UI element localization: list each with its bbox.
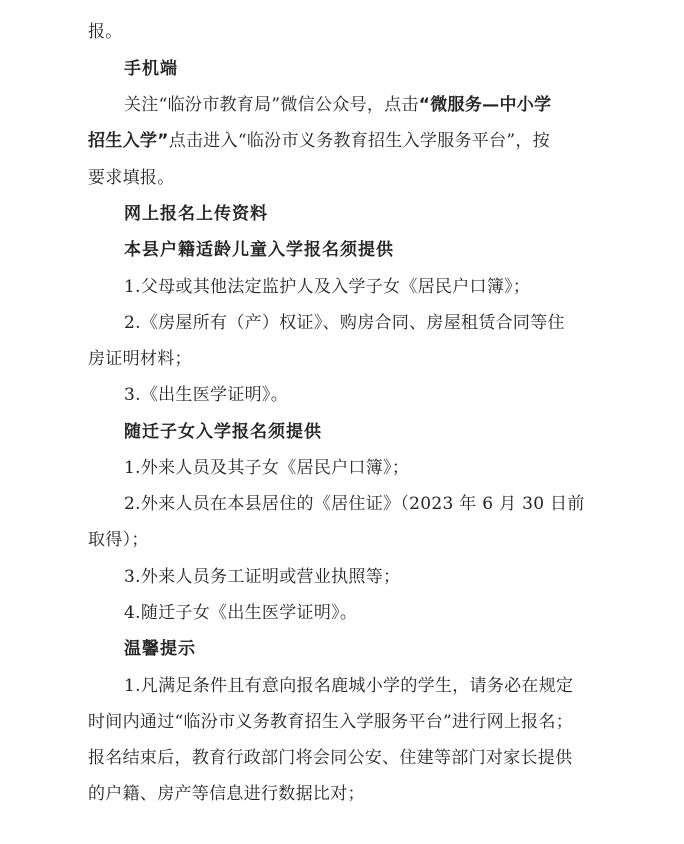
tip-line: 报名结束后，教育行政部门将会同公安、住建等部门对家长提供 xyxy=(88,748,573,768)
list-item: 1.父母或其他法定监护人及入学子女《居民户口簿》； xyxy=(124,277,531,297)
list-item: 4.随迁子女《出生医学证明》。 xyxy=(124,603,358,623)
list-item-continuation: 取得）； xyxy=(88,530,149,550)
list-item: 3.《出生医学证明》。 xyxy=(124,385,289,405)
tip-line: 的户籍、房产等信息进行数据比对； xyxy=(88,784,365,804)
text-span: 关注“临汾市教育局”微信公众号，点击 xyxy=(124,95,419,115)
section-heading-mobile: 手机端 xyxy=(124,59,178,79)
tip-line: 1.凡满足条件且有意向报名鹿城小学的学生，请务必在规定 xyxy=(124,676,574,696)
text-line xyxy=(0,129,684,153)
text-line: 报。 xyxy=(88,22,123,42)
list-item: 3.外来人员务工证明或营业执照等； xyxy=(124,567,401,587)
list-item: 1.外来人员及其子女《居民户口簿》； xyxy=(124,458,410,478)
bold-text-span: “微服务—中小学 xyxy=(418,95,552,115)
section-heading-tips: 温馨提示 xyxy=(124,639,196,659)
list-item: 2.外来人员在本县居住的《居住证》（2023 年 6 月 30 日前 xyxy=(124,494,585,514)
list-item-continuation: 房证明材料； xyxy=(88,349,192,369)
subheading-local: 本县户籍适龄儿童入学报名须提供 xyxy=(124,240,394,260)
bold-text-span: 招生入学” xyxy=(88,131,169,151)
text-line: 要求填报。 xyxy=(88,168,175,188)
subheading-migrant: 随迁子女入学报名须提供 xyxy=(124,422,322,442)
text-line xyxy=(0,93,684,117)
tip-line: 时间内通过“临汾市义务教育招生入学服务平台”进行网上报名； xyxy=(88,712,574,732)
section-heading-upload: 网上报名上传资料 xyxy=(124,204,268,224)
text-span: 点击进入“临汾市义务教育招生入学服务平台”，按 xyxy=(168,131,550,151)
list-item: 2.《房屋所有（产）权证》、购房合同、房屋租赁合同等住 xyxy=(124,313,565,333)
